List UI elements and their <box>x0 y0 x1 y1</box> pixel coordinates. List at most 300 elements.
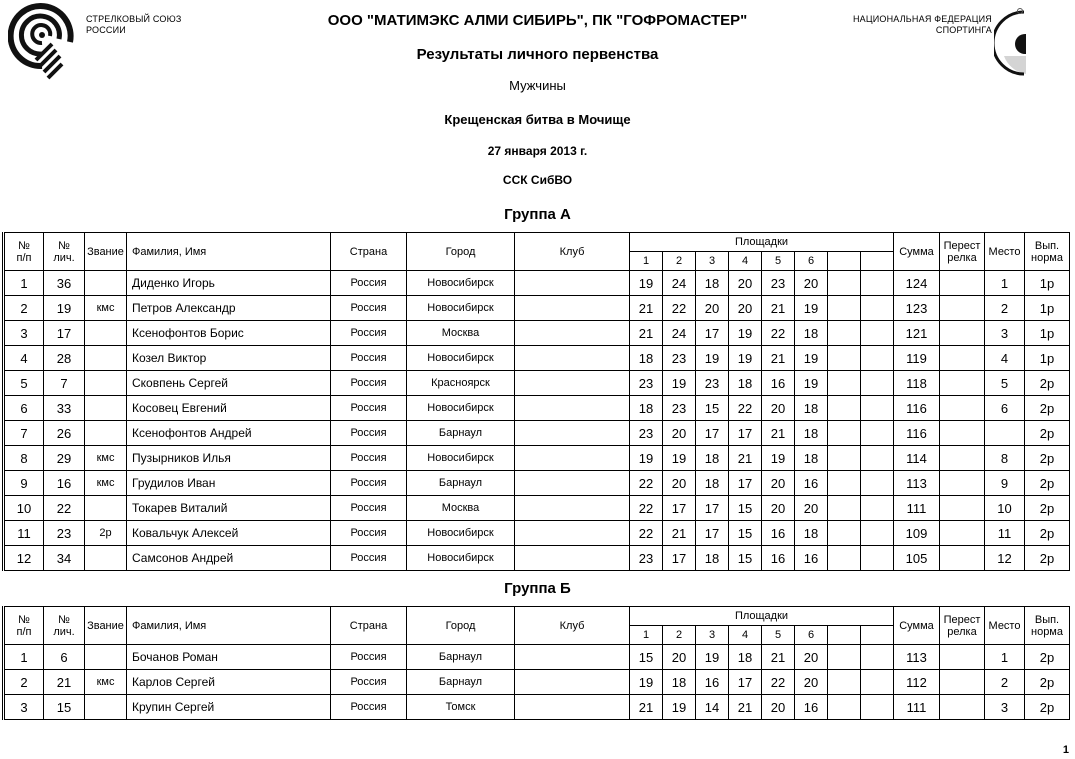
cell-stand-score: 22 <box>729 396 762 421</box>
cell-stand-score <box>828 546 861 571</box>
category-label: Мужчины <box>509 78 566 93</box>
cell-stand-score: 20 <box>795 496 828 521</box>
cell-number: 11 <box>4 521 44 546</box>
cell-stand-score: 17 <box>696 496 729 521</box>
cell-stand-score <box>861 371 894 396</box>
cell-stand-score: 14 <box>696 695 729 720</box>
col-header-stands: Площадки <box>630 607 894 626</box>
cell-number: 3 <box>4 321 44 346</box>
cell-number: 6 <box>4 396 44 421</box>
cell-stand-score <box>828 371 861 396</box>
cell-stand-score: 21 <box>729 446 762 471</box>
col-norm-line1: Вып. <box>1034 239 1060 252</box>
col-header-stand: 3 <box>696 626 729 645</box>
col-header-stand: 4 <box>729 252 762 271</box>
cell-stand-score: 16 <box>762 521 795 546</box>
cell-stand-score <box>861 496 894 521</box>
cell-number: 1 <box>4 271 44 296</box>
col-header-name: Фамилия, Имя <box>127 607 331 645</box>
cell-country: Россия <box>331 446 407 471</box>
table-row <box>4 371 1070 396</box>
cell-name: Пузырников Илья <box>127 446 331 471</box>
table-row <box>4 670 1070 695</box>
cell-name: Карлов Сергей <box>127 670 331 695</box>
cell-norm: 2р <box>1025 496 1070 521</box>
col-shootoff-line2: релка <box>947 625 977 638</box>
cell-sum: 116 <box>894 421 940 446</box>
event-name: Крещенская битва в Мочище <box>444 112 631 127</box>
cell-number: 3 <box>4 695 44 720</box>
cell-stand-score: 20 <box>729 296 762 321</box>
table-row <box>4 471 1070 496</box>
cell-norm: 2р <box>1025 396 1070 421</box>
cell-stand-score: 18 <box>795 396 828 421</box>
cell-stand-score: 18 <box>630 396 663 421</box>
cell-club <box>515 296 630 321</box>
cell-stand-score: 15 <box>729 546 762 571</box>
cell-sum: 114 <box>894 446 940 471</box>
cell-stand-score: 21 <box>630 695 663 720</box>
cell-stand-score: 19 <box>630 446 663 471</box>
col-header-stand: 5 <box>762 252 795 271</box>
cell-number: 1 <box>4 645 44 670</box>
cell-stand-score: 21 <box>762 421 795 446</box>
cell-stand-score <box>861 271 894 296</box>
cell-number: 12 <box>4 546 44 571</box>
cell-club <box>515 471 630 496</box>
cell-stand-score: 17 <box>729 670 762 695</box>
cell-stand-score <box>828 645 861 670</box>
cell-stand-score: 17 <box>696 521 729 546</box>
cell-stand-score: 16 <box>762 546 795 571</box>
cell-sum: 123 <box>894 296 940 321</box>
cell-stand-score: 23 <box>663 396 696 421</box>
cell-sum: 121 <box>894 321 940 346</box>
cell-stand-score <box>861 695 894 720</box>
cell-sum: 112 <box>894 670 940 695</box>
cell-club <box>515 446 630 471</box>
cell-norm: 1р <box>1025 271 1070 296</box>
col-header-stands: Площадки <box>630 233 894 252</box>
cell-place: 11 <box>985 521 1025 546</box>
cell-stand-score: 23 <box>696 371 729 396</box>
cell-shootoff <box>940 471 985 496</box>
cell-stand-score: 16 <box>795 695 828 720</box>
cell-stand-score: 20 <box>795 670 828 695</box>
cell-sum: 109 <box>894 521 940 546</box>
cell-license: 22 <box>44 496 85 521</box>
cell-name: Сковпень Сергей <box>127 371 331 396</box>
cell-license: 19 <box>44 296 85 321</box>
cell-stand-score <box>861 645 894 670</box>
cell-place: 1 <box>985 271 1025 296</box>
cell-norm: 1р <box>1025 346 1070 371</box>
col-header-sum: Сумма <box>894 607 940 645</box>
cell-stand-score <box>861 546 894 571</box>
cell-city: Новосибирск <box>407 521 515 546</box>
cell-club <box>515 421 630 446</box>
cell-rank <box>85 645 127 670</box>
cell-stand-score: 19 <box>663 695 696 720</box>
cell-stand-score: 18 <box>729 645 762 670</box>
cell-stand-score: 18 <box>795 446 828 471</box>
header-row <box>4 607 1070 626</box>
table-row <box>4 296 1070 321</box>
cell-shootoff <box>940 271 985 296</box>
cell-stand-score: 22 <box>762 321 795 346</box>
cell-stand-score <box>861 446 894 471</box>
cell-country: Россия <box>331 521 407 546</box>
cell-stand-score: 17 <box>663 546 696 571</box>
col-header-stand: 6 <box>795 626 828 645</box>
cell-rank: кмс <box>85 296 127 321</box>
cell-stand-score: 16 <box>795 546 828 571</box>
col-header-stand: 2 <box>663 626 696 645</box>
col-header-rank: Звание <box>85 607 127 645</box>
cell-rank <box>85 695 127 720</box>
cell-club <box>515 271 630 296</box>
cell-name: Ксенофонтов Андрей <box>127 421 331 446</box>
cell-rank: кмс <box>85 471 127 496</box>
cell-stand-score: 23 <box>630 421 663 446</box>
col-header-license <box>44 233 85 271</box>
col-license-line1: № <box>58 613 70 626</box>
cell-stand-score: 19 <box>795 296 828 321</box>
cell-place: 2 <box>985 670 1025 695</box>
col-header-norm <box>1025 607 1070 645</box>
cell-stand-score: 18 <box>663 670 696 695</box>
cell-rank: 2р <box>85 521 127 546</box>
cell-name: Косовец Евгений <box>127 396 331 421</box>
cell-stand-score <box>828 346 861 371</box>
cell-stand-score <box>828 695 861 720</box>
col-norm-line2: норма <box>1031 251 1063 264</box>
cell-stand-score: 24 <box>663 321 696 346</box>
cell-country: Россия <box>331 396 407 421</box>
cell-stand-score: 15 <box>729 521 762 546</box>
table-row <box>4 695 1070 720</box>
cell-stand-score: 22 <box>762 670 795 695</box>
cell-stand-score: 18 <box>795 521 828 546</box>
col-number-line1: № <box>18 613 30 626</box>
cell-club <box>515 645 630 670</box>
cell-club <box>515 346 630 371</box>
cell-license: 6 <box>44 645 85 670</box>
cell-stand-score: 20 <box>663 645 696 670</box>
col-header-name: Фамилия, Имя <box>127 233 331 271</box>
cell-sum: 118 <box>894 371 940 396</box>
cell-stand-score <box>828 271 861 296</box>
cell-number: 10 <box>4 496 44 521</box>
cell-name: Ковальчук Алексей <box>127 521 331 546</box>
cell-city: Барнаул <box>407 421 515 446</box>
col-norm-line2: норма <box>1031 625 1063 638</box>
cell-stand-score: 21 <box>762 346 795 371</box>
group-a-results-table <box>2 232 1070 571</box>
page-number: 1 <box>1062 744 1069 756</box>
col-header-country: Страна <box>331 607 407 645</box>
cell-stand-score <box>828 471 861 496</box>
cell-stand-score: 19 <box>729 346 762 371</box>
cell-city: Новосибирск <box>407 396 515 421</box>
cell-stand-score: 19 <box>795 371 828 396</box>
cell-stand-score: 18 <box>729 371 762 396</box>
right-org-line1: НАЦИОНАЛЬНАЯ ФЕДЕРАЦИЯ <box>852 14 992 24</box>
cell-rank: кмс <box>85 670 127 695</box>
cell-license: 17 <box>44 321 85 346</box>
cell-stand-score: 17 <box>729 471 762 496</box>
cell-norm: 2р <box>1025 670 1070 695</box>
cell-place: 1 <box>985 645 1025 670</box>
cell-norm: 2р <box>1025 371 1070 396</box>
cell-stand-score: 24 <box>663 271 696 296</box>
cell-stand-score: 20 <box>762 496 795 521</box>
cell-rank <box>85 271 127 296</box>
cell-name: Козел Виктор <box>127 346 331 371</box>
cell-norm: 2р <box>1025 645 1070 670</box>
col-header-shootoff <box>940 607 985 645</box>
cell-shootoff <box>940 446 985 471</box>
cell-norm: 2р <box>1025 421 1070 446</box>
cell-club <box>515 695 630 720</box>
cell-stand-score: 20 <box>762 695 795 720</box>
cell-stand-score: 20 <box>762 396 795 421</box>
cell-stand-score: 19 <box>630 670 663 695</box>
cell-place: 8 <box>985 446 1025 471</box>
cell-number: 7 <box>4 421 44 446</box>
cell-number: 2 <box>4 296 44 321</box>
cell-place <box>985 421 1025 446</box>
cell-stand-score: 16 <box>795 471 828 496</box>
cell-city: Новосибирск <box>407 346 515 371</box>
cell-number: 5 <box>4 371 44 396</box>
cell-country: Россия <box>331 296 407 321</box>
table-row <box>4 645 1070 670</box>
cell-club <box>515 521 630 546</box>
col-header-license <box>44 607 85 645</box>
cell-rank <box>85 496 127 521</box>
cell-rank <box>85 546 127 571</box>
cell-shootoff <box>940 346 985 371</box>
cell-stand-score: 23 <box>762 271 795 296</box>
cell-stand-score <box>861 346 894 371</box>
cell-place: 12 <box>985 546 1025 571</box>
cell-number: 2 <box>4 670 44 695</box>
cell-rank <box>85 371 127 396</box>
cell-stand-score: 19 <box>696 346 729 371</box>
cell-norm: 2р <box>1025 521 1070 546</box>
cell-club <box>515 396 630 421</box>
cell-rank <box>85 346 127 371</box>
col-header-number <box>4 233 44 271</box>
cell-license: 21 <box>44 670 85 695</box>
cell-stand-score <box>861 396 894 421</box>
cell-name: Диденко Игорь <box>127 271 331 296</box>
cell-stand-score <box>828 496 861 521</box>
cell-stand-score: 20 <box>762 471 795 496</box>
col-header-club: Клуб <box>515 233 630 271</box>
col-header-norm <box>1025 233 1070 271</box>
cell-city: Красноярск <box>407 371 515 396</box>
cell-name: Ксенофонтов Борис <box>127 321 331 346</box>
col-header-shootoff <box>940 233 985 271</box>
cell-license: 36 <box>44 271 85 296</box>
group-b-title: Группа Б <box>504 580 571 597</box>
col-header-stand: 3 <box>696 252 729 271</box>
right-org-line2: СПОРТИНГА <box>935 25 992 35</box>
col-header-stand <box>861 252 894 271</box>
cell-stand-score: 18 <box>696 471 729 496</box>
cell-sum: 116 <box>894 396 940 421</box>
cell-stand-score: 20 <box>663 471 696 496</box>
cell-stand-score: 22 <box>630 496 663 521</box>
cell-stand-score: 21 <box>762 296 795 321</box>
cell-stand-score: 17 <box>729 421 762 446</box>
cell-country: Россия <box>331 271 407 296</box>
col-shootoff-line1: Перест <box>943 239 981 252</box>
cell-stand-score: 19 <box>630 271 663 296</box>
cell-stand-score: 16 <box>762 371 795 396</box>
cell-country: Россия <box>331 645 407 670</box>
cell-name: Петров Александр <box>127 296 331 321</box>
col-header-stand: 5 <box>762 626 795 645</box>
cell-sum: 119 <box>894 346 940 371</box>
col-header-stand <box>828 252 861 271</box>
cell-country: Россия <box>331 346 407 371</box>
table-row <box>4 396 1070 421</box>
col-header-stand: 6 <box>795 252 828 271</box>
cell-shootoff <box>940 321 985 346</box>
cell-stand-score: 20 <box>729 271 762 296</box>
cell-sum: 105 <box>894 546 940 571</box>
cell-stand-score: 18 <box>630 346 663 371</box>
cell-country: Россия <box>331 421 407 446</box>
table-row <box>4 421 1070 446</box>
cell-city: Новосибирск <box>407 271 515 296</box>
cell-place: 5 <box>985 371 1025 396</box>
cell-norm: 2р <box>1025 546 1070 571</box>
table-row <box>4 446 1070 471</box>
cell-stand-score <box>828 421 861 446</box>
cell-club <box>515 496 630 521</box>
col-norm-line1: Вып. <box>1034 613 1060 626</box>
col-license-line2: лич. <box>53 251 75 264</box>
col-number-line2: п/п <box>16 251 32 264</box>
cell-club <box>515 371 630 396</box>
cell-shootoff <box>940 421 985 446</box>
cell-stand-score <box>828 396 861 421</box>
cell-stand-score: 23 <box>630 371 663 396</box>
cell-stand-score: 15 <box>696 396 729 421</box>
cell-place: 10 <box>985 496 1025 521</box>
cell-shootoff <box>940 496 985 521</box>
cell-shootoff <box>940 396 985 421</box>
cell-norm: 1р <box>1025 296 1070 321</box>
cell-stand-score: 19 <box>795 346 828 371</box>
cell-stand-score: 19 <box>762 446 795 471</box>
cell-number: 4 <box>4 346 44 371</box>
table-row <box>4 271 1070 296</box>
cell-license: 15 <box>44 695 85 720</box>
cell-stand-score: 21 <box>630 296 663 321</box>
col-header-country: Страна <box>331 233 407 271</box>
cell-license: 26 <box>44 421 85 446</box>
cell-place: 4 <box>985 346 1025 371</box>
cell-license: 7 <box>44 371 85 396</box>
event-venue: ССК СибВО <box>502 173 573 187</box>
cell-license: 29 <box>44 446 85 471</box>
cell-country: Россия <box>331 546 407 571</box>
cell-license: 34 <box>44 546 85 571</box>
cell-city: Барнаул <box>407 645 515 670</box>
cell-stand-score: 17 <box>696 321 729 346</box>
cell-city: Москва <box>407 496 515 521</box>
cell-stand-score: 18 <box>696 271 729 296</box>
cell-country: Россия <box>331 471 407 496</box>
cell-country: Россия <box>331 670 407 695</box>
cell-city: Барнаул <box>407 471 515 496</box>
cell-city: Новосибирск <box>407 446 515 471</box>
cell-country: Россия <box>331 321 407 346</box>
cell-shootoff <box>940 695 985 720</box>
cell-stand-score: 20 <box>795 271 828 296</box>
cell-stand-score: 20 <box>795 645 828 670</box>
cell-stand-score: 21 <box>663 521 696 546</box>
cell-name: Крупин Сергей <box>127 695 331 720</box>
table-row <box>4 546 1070 571</box>
cell-stand-score: 21 <box>762 645 795 670</box>
col-license-line1: № <box>58 239 70 252</box>
cell-stand-score: 15 <box>630 645 663 670</box>
cell-shootoff <box>940 645 985 670</box>
cell-place: 2 <box>985 296 1025 321</box>
cell-stand-score: 19 <box>663 446 696 471</box>
cell-license: 28 <box>44 346 85 371</box>
cell-license: 23 <box>44 521 85 546</box>
cell-stand-score <box>861 670 894 695</box>
event-date: 27 января 2013 г. <box>487 144 588 158</box>
cell-stand-score: 15 <box>729 496 762 521</box>
cell-norm: 1р <box>1025 321 1070 346</box>
cell-stand-score <box>828 321 861 346</box>
cell-sum: 113 <box>894 645 940 670</box>
col-number-line1: № <box>18 239 30 252</box>
cell-stand-score: 16 <box>696 670 729 695</box>
cell-stand-score <box>861 321 894 346</box>
table-row <box>4 521 1070 546</box>
cell-stand-score: 18 <box>696 446 729 471</box>
cell-shootoff <box>940 521 985 546</box>
cell-number: 9 <box>4 471 44 496</box>
cell-shootoff <box>940 546 985 571</box>
header-row <box>4 233 1070 252</box>
cell-name: Грудилов Иван <box>127 471 331 496</box>
cell-sum: 124 <box>894 271 940 296</box>
col-header-stand <box>828 626 861 645</box>
cell-norm: 2р <box>1025 471 1070 496</box>
cell-stand-score: 20 <box>663 421 696 446</box>
cell-shootoff <box>940 371 985 396</box>
cell-sum: 113 <box>894 471 940 496</box>
cell-stand-score <box>828 296 861 321</box>
col-header-stand: 1 <box>630 626 663 645</box>
col-header-rank: Звание <box>85 233 127 271</box>
cell-stand-score: 23 <box>663 346 696 371</box>
cell-place: 6 <box>985 396 1025 421</box>
cell-country: Россия <box>331 371 407 396</box>
cell-name: Самсонов Андрей <box>127 546 331 571</box>
cell-club <box>515 546 630 571</box>
